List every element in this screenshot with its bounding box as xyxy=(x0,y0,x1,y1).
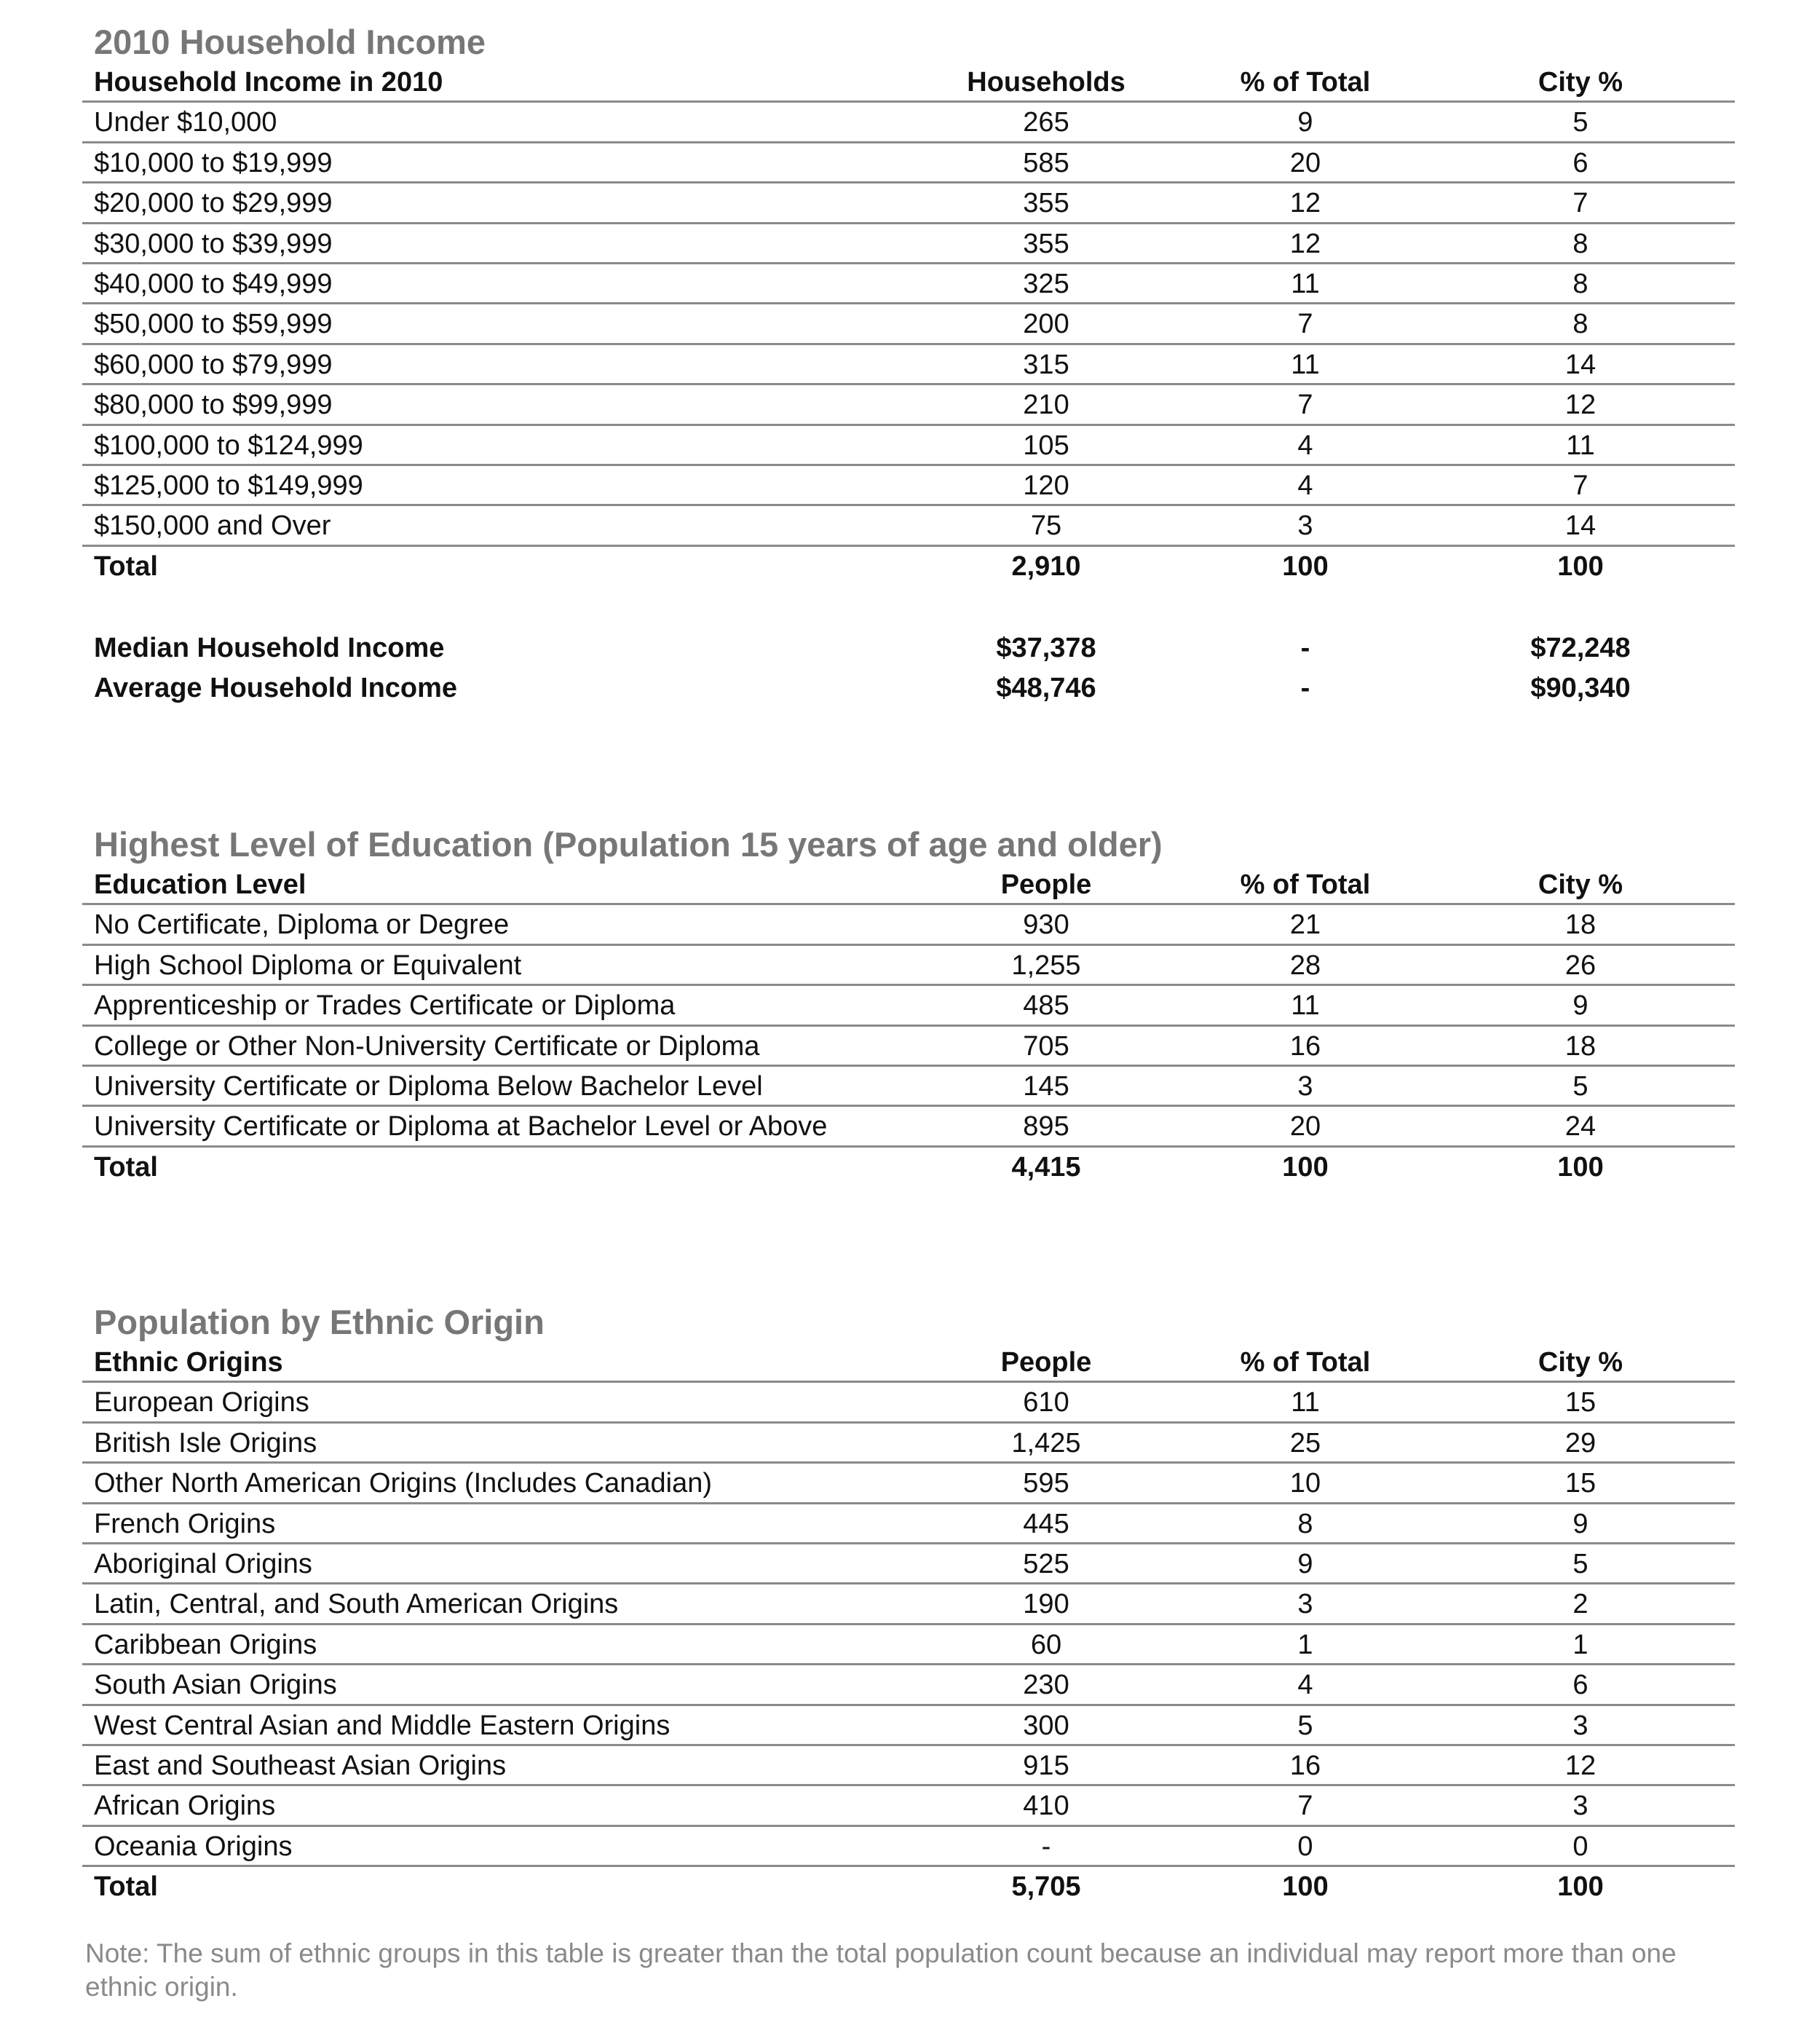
cell-value: 705 xyxy=(1023,1030,1069,1062)
cell-percent-total: 7 xyxy=(1297,390,1313,421)
cell-label: Oceania Origins xyxy=(94,1831,293,1862)
cell-label: $100,000 to $124,999 xyxy=(94,430,363,461)
footnote: Note: The sum of ethnic groups in this table is greater than the total population count because an individual may report more than one ethnic origin. xyxy=(85,1938,1677,2002)
cell-percent-total: 9 xyxy=(1297,1548,1313,1579)
cell-value: People xyxy=(1000,869,1092,900)
cell-label: Household Income in 2010 xyxy=(94,67,443,98)
cell-percent-total: 28 xyxy=(1289,950,1321,981)
cell-percent-total: 7 xyxy=(1297,309,1313,340)
table-row xyxy=(82,946,1735,986)
cell-city-percent: 9 xyxy=(1572,1508,1588,1539)
cell-label: Latin, Central, and South American Origins xyxy=(94,1589,619,1620)
table-row xyxy=(82,1786,1735,1826)
table-header-row xyxy=(82,1343,1735,1383)
total-row xyxy=(82,1148,1735,1188)
cell-label: African Origins xyxy=(94,1791,276,1822)
cell-percent-total: 25 xyxy=(1289,1427,1321,1459)
cell-percent-total: 100 xyxy=(1282,1151,1329,1183)
cell-city-percent: $72,248 xyxy=(1530,633,1631,664)
table-row xyxy=(82,1706,1735,1746)
cell-value: 265 xyxy=(1023,107,1069,138)
cell-value: 145 xyxy=(1023,1070,1069,1102)
cell-value: 445 xyxy=(1023,1508,1069,1539)
cell-percent-total: 0 xyxy=(1297,1831,1313,1862)
section-title: Highest Level of Education (Population 15 years of age and older) xyxy=(94,825,1163,864)
cell-city-percent: 24 xyxy=(1564,1111,1597,1142)
cell-label: West Central Asian and Middle Eastern Origins xyxy=(94,1710,670,1741)
table-row xyxy=(82,506,1735,546)
cell-value: 300 xyxy=(1023,1710,1069,1741)
summary-row xyxy=(82,668,1735,708)
cell-label: French Origins xyxy=(94,1508,276,1539)
cell-value: - xyxy=(1041,1831,1051,1862)
cell-value: 410 xyxy=(1023,1791,1069,1822)
cell-value: 2,910 xyxy=(1011,550,1081,582)
cell-value: $37,378 xyxy=(996,633,1096,664)
cell-percent-total: 5 xyxy=(1297,1710,1313,1741)
table-row xyxy=(82,466,1735,506)
cell-label: Apprenticeship or Trades Certificate or Diploma xyxy=(94,990,676,1022)
cell-city-percent: 6 xyxy=(1572,147,1588,178)
cell-percent-total: 21 xyxy=(1289,909,1321,941)
cell-label: Average Household Income xyxy=(94,673,458,704)
cell-label: $80,000 to $99,999 xyxy=(94,390,333,421)
cell-percent-total: 11 xyxy=(1291,349,1320,380)
cell-percent-total: 16 xyxy=(1289,1030,1321,1062)
cell-city-percent: 15 xyxy=(1564,1387,1597,1418)
cell-city-percent: 1 xyxy=(1572,1629,1588,1660)
cell-label: College or Other Non-University Certificate or Diploma xyxy=(94,1030,760,1062)
cell-value: Households xyxy=(967,67,1125,98)
cell-city-percent: 7 xyxy=(1572,188,1588,219)
cell-value: 210 xyxy=(1023,390,1069,421)
cell-value: 75 xyxy=(1030,510,1062,542)
cell-label: $30,000 to $39,999 xyxy=(94,228,333,259)
cell-value: 60 xyxy=(1030,1629,1062,1660)
table-row xyxy=(82,1746,1735,1786)
table-row xyxy=(82,264,1735,304)
table-row xyxy=(82,103,1735,143)
cell-percent-total: 12 xyxy=(1289,228,1321,259)
cell-city-percent: 100 xyxy=(1557,1871,1604,1903)
cell-value: 595 xyxy=(1023,1468,1069,1499)
table-row xyxy=(82,385,1735,425)
cell-percent-total: 11 xyxy=(1291,268,1320,299)
summary-row xyxy=(82,628,1735,668)
cell-city-percent: 18 xyxy=(1564,909,1597,941)
cell-city-percent: 5 xyxy=(1572,1070,1588,1102)
cell-percent-total: % of Total xyxy=(1240,67,1371,98)
cell-city-percent: 2 xyxy=(1572,1589,1588,1620)
cell-label: $150,000 and Over xyxy=(94,510,331,542)
table-row xyxy=(82,1584,1735,1625)
cell-value: 610 xyxy=(1023,1387,1069,1418)
table-row xyxy=(82,1827,1735,1867)
cell-label: University Certificate or Diploma at Bachelor Level or Above xyxy=(94,1111,828,1142)
cell-value: 355 xyxy=(1023,228,1069,259)
cell-value: 895 xyxy=(1023,1111,1069,1142)
cell-city-percent: 29 xyxy=(1564,1427,1597,1459)
cell-city-percent: 6 xyxy=(1572,1670,1588,1701)
cell-city-percent: 18 xyxy=(1564,1030,1597,1062)
table-row xyxy=(82,1464,1735,1504)
cell-percent-total: 20 xyxy=(1289,1111,1321,1142)
cell-label: Other North American Origins (Includes Canadian) xyxy=(94,1468,713,1499)
cell-label: Education Level xyxy=(94,869,306,900)
cell-value: 355 xyxy=(1023,188,1069,219)
cell-value: 200 xyxy=(1023,309,1069,340)
cell-percent-total: 4 xyxy=(1297,470,1313,501)
cell-city-percent: City % xyxy=(1538,869,1623,900)
cell-city-percent: 15 xyxy=(1564,1468,1597,1499)
cell-label: Total xyxy=(94,1871,158,1903)
cell-value: 120 xyxy=(1023,470,1069,501)
cell-value: 105 xyxy=(1023,430,1069,461)
cell-value: 230 xyxy=(1023,1670,1069,1701)
cell-value: 4,415 xyxy=(1011,1151,1081,1183)
cell-label: High School Diploma or Equivalent xyxy=(94,950,522,981)
cell-label: South Asian Origins xyxy=(94,1670,337,1701)
cell-label: $50,000 to $59,999 xyxy=(94,309,333,340)
cell-city-percent: 5 xyxy=(1572,107,1588,138)
cell-label: $20,000 to $29,999 xyxy=(94,188,333,219)
cell-percent-total: 20 xyxy=(1289,147,1321,178)
table-row xyxy=(82,1424,1735,1464)
cell-label: Under $10,000 xyxy=(94,107,277,138)
cell-percent-total: 3 xyxy=(1297,1589,1313,1620)
cell-percent-total: 10 xyxy=(1289,1468,1321,1499)
table-row xyxy=(82,345,1735,385)
cell-value: 525 xyxy=(1023,1548,1069,1579)
table-row xyxy=(82,1027,1735,1067)
cell-percent-total: 100 xyxy=(1282,1871,1329,1903)
table-row xyxy=(82,1625,1735,1665)
cell-value: 325 xyxy=(1023,268,1069,299)
cell-label: Total xyxy=(94,550,158,582)
total-row xyxy=(82,547,1735,587)
table-row xyxy=(82,143,1735,183)
table-row xyxy=(82,986,1735,1026)
cell-city-percent: $90,340 xyxy=(1530,673,1631,704)
table-row xyxy=(82,183,1735,224)
cell-city-percent: 100 xyxy=(1557,550,1604,582)
table-row xyxy=(82,1107,1735,1147)
cell-value: 930 xyxy=(1023,909,1069,941)
cell-percent-total: 7 xyxy=(1297,1791,1313,1822)
cell-city-percent: 0 xyxy=(1572,1831,1588,1862)
section-title: 2010 Household Income xyxy=(94,23,486,61)
cell-label: Aboriginal Origins xyxy=(94,1548,312,1579)
cell-label: $60,000 to $79,999 xyxy=(94,349,333,380)
table-row xyxy=(82,1067,1735,1107)
cell-city-percent: 14 xyxy=(1564,349,1597,380)
table-row xyxy=(82,1544,1735,1584)
cell-percent-total: 100 xyxy=(1282,550,1329,582)
table-header-row xyxy=(82,865,1735,905)
cell-city-percent: 8 xyxy=(1572,228,1588,259)
cell-city-percent: 9 xyxy=(1572,990,1588,1022)
total-row xyxy=(82,1867,1735,1907)
cell-percent-total: 11 xyxy=(1291,990,1320,1022)
cell-value: $48,746 xyxy=(996,673,1096,704)
cell-label: Total xyxy=(94,1151,158,1183)
cell-percent-total: 8 xyxy=(1297,1508,1313,1539)
cell-percent-total: 4 xyxy=(1297,1670,1313,1701)
cell-value: 585 xyxy=(1023,147,1069,178)
cell-percent-total: 16 xyxy=(1289,1750,1321,1781)
cell-label: $10,000 to $19,999 xyxy=(94,147,333,178)
table-row xyxy=(82,1504,1735,1544)
cell-label: Ethnic Origins xyxy=(94,1347,283,1378)
cell-city-percent: 12 xyxy=(1564,390,1597,421)
table-row xyxy=(82,224,1735,264)
cell-percent-total: % of Total xyxy=(1240,869,1371,900)
education-table xyxy=(82,824,1735,1188)
cell-value: 1,425 xyxy=(1011,1427,1081,1459)
cell-value: 485 xyxy=(1023,990,1069,1022)
cell-label: East and Southeast Asian Origins xyxy=(94,1750,507,1781)
table-row xyxy=(82,1383,1735,1423)
cell-percent-total: 1 xyxy=(1297,1629,1313,1660)
cell-value: People xyxy=(1000,1347,1092,1378)
cell-city-percent: 8 xyxy=(1572,309,1588,340)
table-header-row xyxy=(82,63,1735,103)
cell-value: 5,705 xyxy=(1011,1871,1081,1903)
cell-percent-total: 3 xyxy=(1297,1070,1313,1102)
cell-value: 190 xyxy=(1023,1589,1069,1620)
cell-label: British Isle Origins xyxy=(94,1427,317,1459)
cell-value: 315 xyxy=(1023,349,1069,380)
cell-label: No Certificate, Diploma or Degree xyxy=(94,909,510,941)
cell-city-percent: 26 xyxy=(1564,950,1597,981)
cell-label: $40,000 to $49,999 xyxy=(94,268,333,299)
cell-city-percent: 100 xyxy=(1557,1151,1604,1183)
cell-city-percent: 14 xyxy=(1564,510,1597,542)
cell-percent-total: 12 xyxy=(1289,188,1321,219)
ethnic-origin-table xyxy=(82,1302,1735,1907)
cell-city-percent: 3 xyxy=(1572,1710,1588,1741)
cell-percent-total: 3 xyxy=(1297,510,1313,542)
cell-city-percent: 12 xyxy=(1564,1750,1597,1781)
household-income-table xyxy=(82,22,1735,709)
cell-city-percent: City % xyxy=(1538,1347,1623,1378)
cell-city-percent: 7 xyxy=(1572,470,1588,501)
cell-label: University Certificate or Diploma Below Bachelor Level xyxy=(94,1070,763,1102)
section-title: Population by Ethnic Origin xyxy=(94,1303,545,1341)
cell-percent-total: 11 xyxy=(1291,1387,1320,1418)
cell-percent-total: 9 xyxy=(1297,107,1313,138)
cell-city-percent: 8 xyxy=(1572,268,1588,299)
cell-label: $125,000 to $149,999 xyxy=(94,470,363,501)
table-row xyxy=(82,304,1735,344)
cell-city-percent: 5 xyxy=(1572,1548,1588,1579)
table-row xyxy=(82,905,1735,945)
cell-city-percent: 11 xyxy=(1566,430,1595,461)
cell-percent-total: % of Total xyxy=(1240,1347,1371,1378)
cell-label: Caribbean Origins xyxy=(94,1629,317,1660)
cell-label: European Origins xyxy=(94,1387,309,1418)
table-row xyxy=(82,1665,1735,1705)
cell-city-percent: City % xyxy=(1538,67,1623,98)
cell-value: 915 xyxy=(1023,1750,1069,1781)
table-row xyxy=(82,426,1735,466)
cell-label: Median Household Income xyxy=(94,633,445,664)
cell-value: 1,255 xyxy=(1011,950,1081,981)
cell-city-percent: 3 xyxy=(1572,1791,1588,1822)
cell-percent-total: 4 xyxy=(1297,430,1313,461)
cell-percent-total: - xyxy=(1300,673,1310,704)
cell-percent-total: - xyxy=(1300,633,1310,664)
